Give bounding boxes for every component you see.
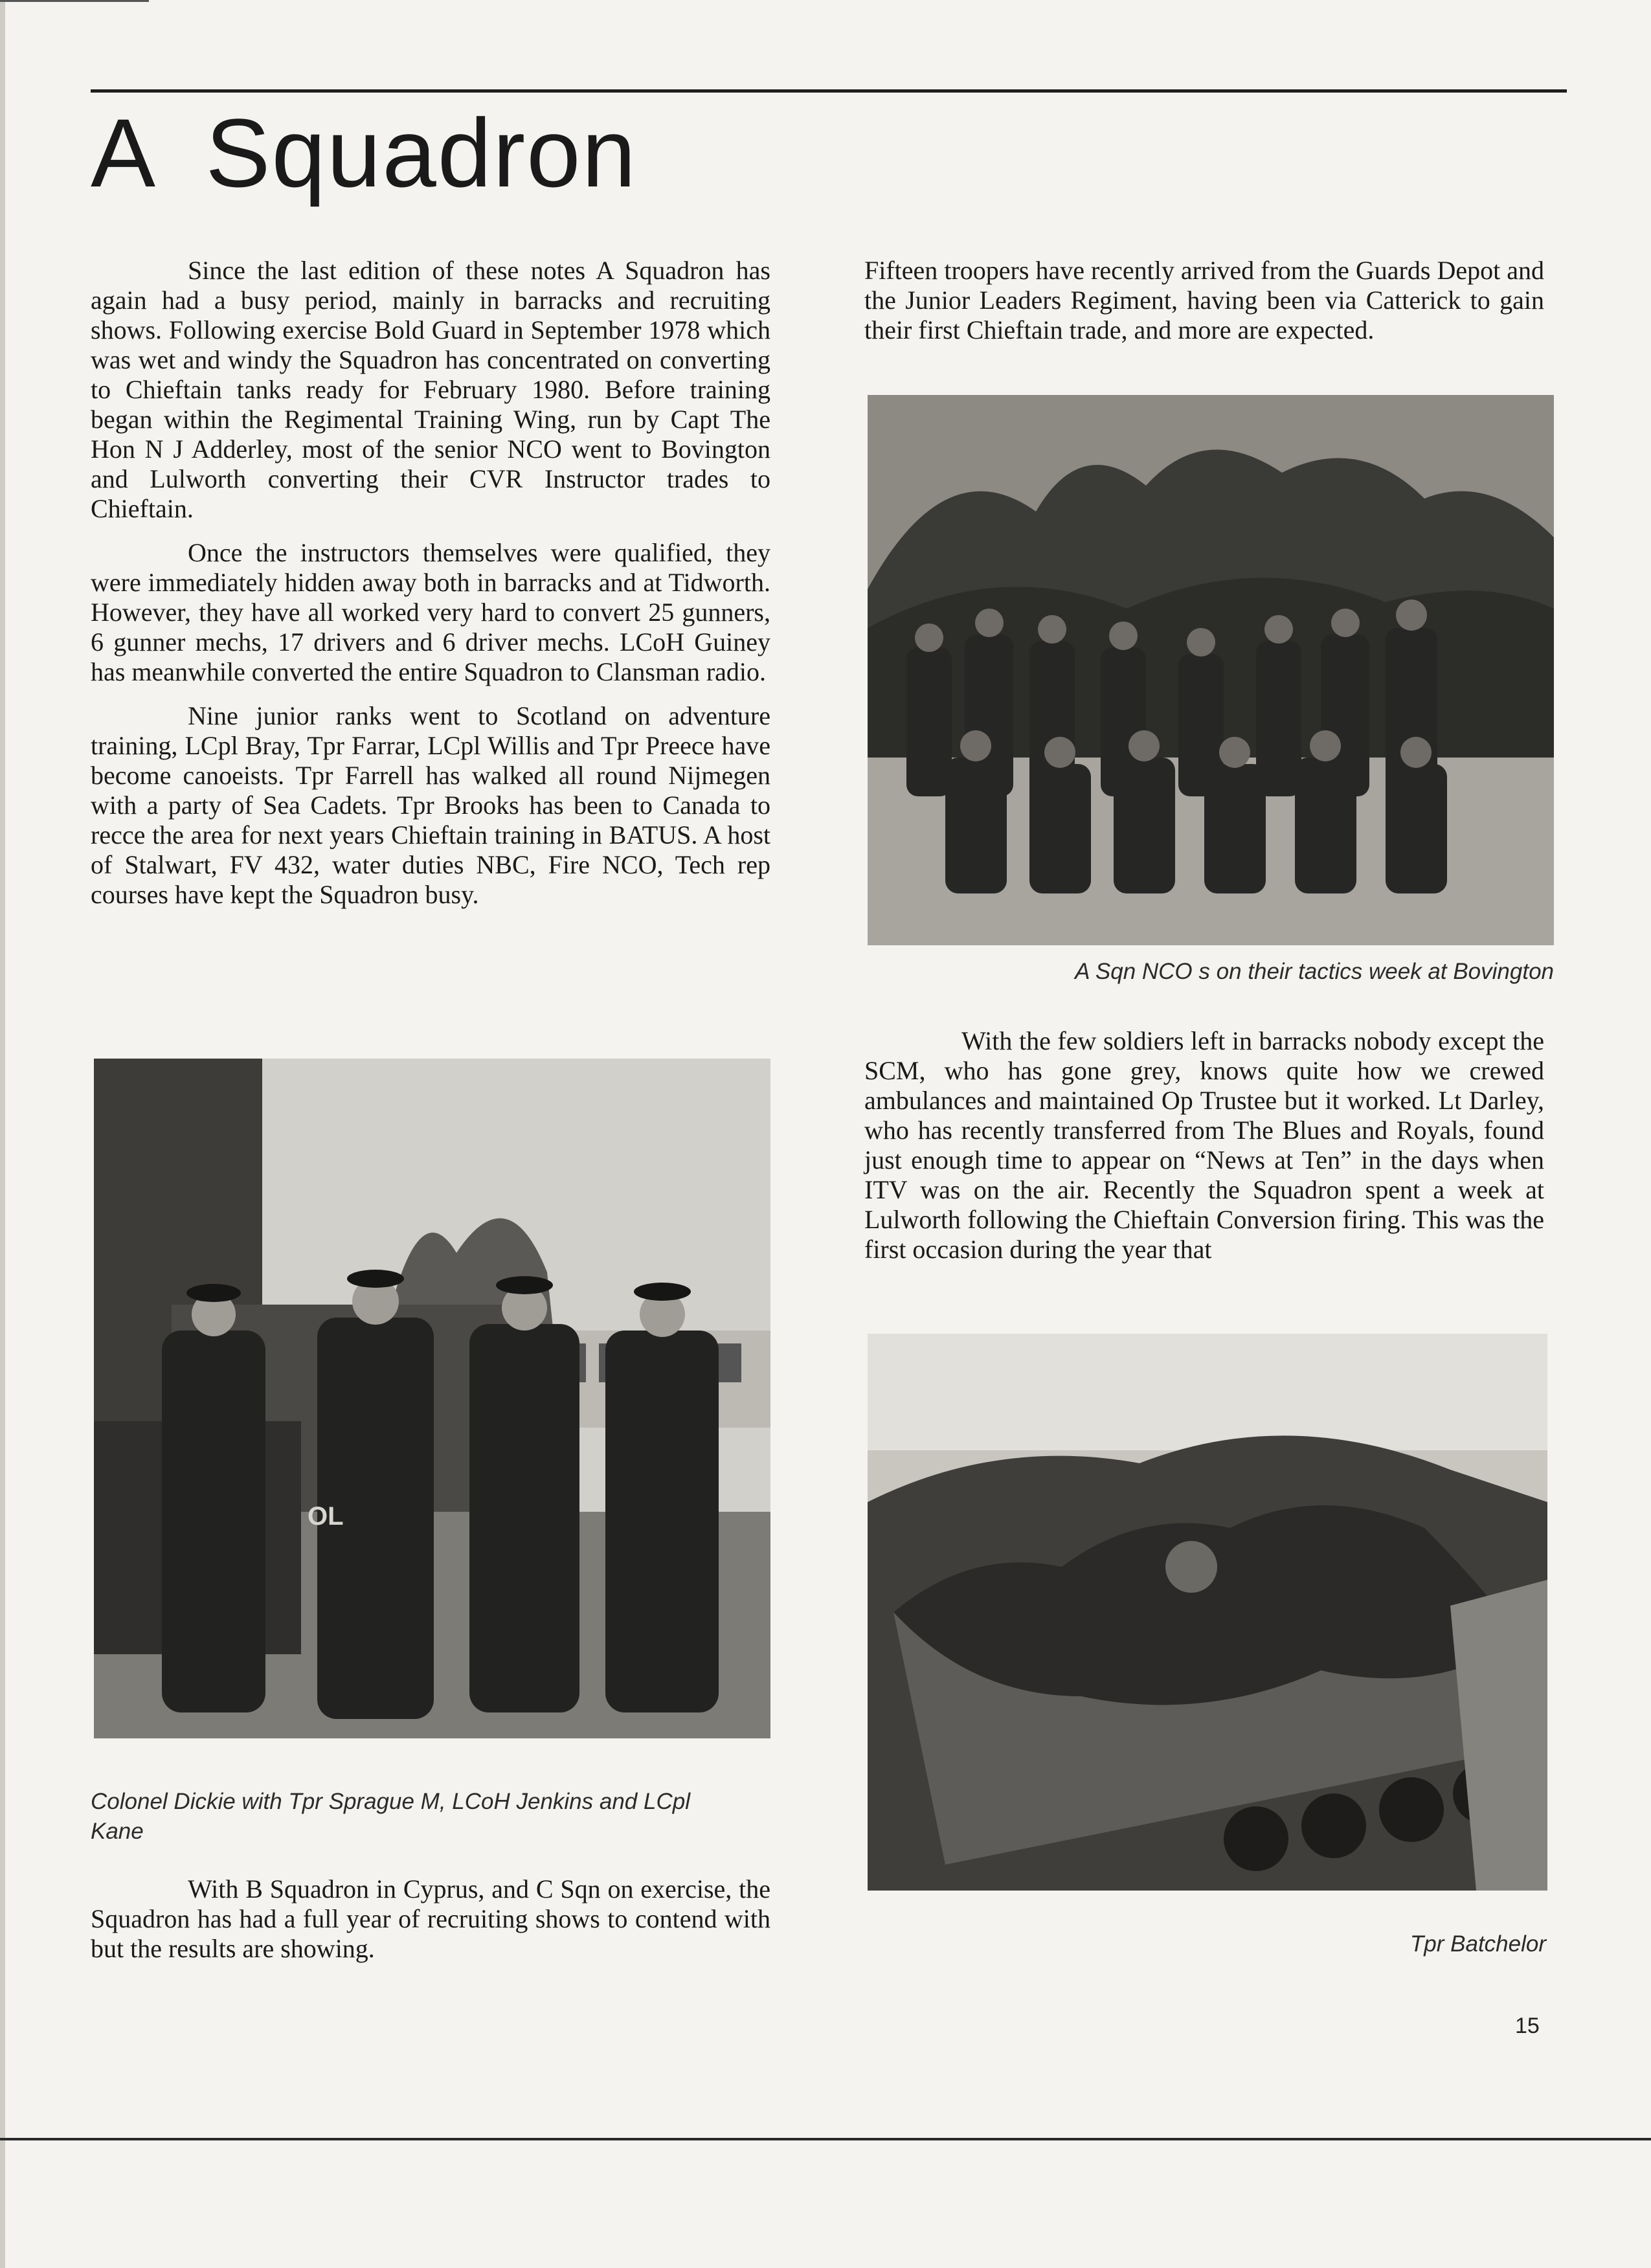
batchelor-caption: Tpr Batchelor <box>1410 1931 1546 1957</box>
left-column-closing <box>91 1874 770 1978</box>
paragraph: With the few soldiers left in barracks nobody except the SCM, who has gone grey, knows quite how we crewed ambulances and maintained Op Trustee but it worked. Lt Darley, who has recently transferred from The Blues and Royals, found just enough time to appear on “News at Ten” in the days when ITV was on the air. Recently the Squadron spent a week at Lulworth following the Chieftain Conversion firing. This was the first occasion during the year that <box>864 1026 1544 1264</box>
corner-mark <box>0 0 149 2</box>
paragraph: Nine junior ranks went to Scotland on adventure training, LCpl Bray, Tpr Farrar, LCpl Willis and Tpr Preece have become canoeists. Tpr Farrell has walked all round Nijmegen with a party of Sea Cadets. Tpr Brooks has been to Canada to recce the area for next years Chieftain training in BATUS. A host of Stalwart, FV 432, water duties NBC, Fire NCO, Tech rep courses have kept the Squadron busy. <box>91 701 770 909</box>
top-rule <box>91 89 1567 93</box>
page-number: 15 <box>1515 2014 1540 2038</box>
paragraph: Fifteen troopers have recently arrived from the Guards Depot and the Junior Leaders Regiment, having been via Catterick to gain their first Chieftain trade, and more are expected. <box>864 256 1544 344</box>
batchelor-photo <box>868 1334 1547 1891</box>
page-left-edge <box>0 0 5 2268</box>
paragraph: Since the last edition of these notes A Squadron has again had a busy period, mainly in barracks and recruiting shows. Following exercise Bold Guard in September 1978 which was wet and windy the Squadron has concentrated on converting to Chieftain tanks ready for February 1980. Before training began within the Regimental Training Wing, run by Capt The Hon N J Adderley, most of the senior NCO went to Bovington and Lulworth converting their CVR Instructor trades to Chieftain. <box>91 256 770 523</box>
nco-group-caption: A Sqn NCO s on their tactics week at Bovington <box>1075 959 1554 984</box>
right-column-middle <box>864 1026 1544 1279</box>
left-column <box>91 256 770 924</box>
paragraph: With B Squadron in Cyprus, and C Sqn on exercise, the Squadron has had a full year of recruiting shows to contend with but the results are showing. <box>91 1874 770 1963</box>
vehicle-marking: OL <box>308 1502 344 1531</box>
right-column-intro <box>864 256 1544 359</box>
nco-group-photo <box>868 395 1554 945</box>
colonel-group-caption: Colonel Dickie with Tpr Sprague M, LCoH Jenkins and LCpl Kane <box>91 1789 690 1844</box>
paragraph: Once the instructors themselves were qualified, they were immediately hidden away both in barracks and at Tidworth. However, they have all worked very hard to convert 25 gunners, 6 gunner mechs, 17 drivers and 6 driver mechs. LCoH Guiney has meanwhile converted the entire Squadron to Clansman radio. <box>91 538 770 686</box>
page-title: A Squadron <box>91 98 637 207</box>
bottom-rule <box>0 2138 1651 2140</box>
colonel-group-photo <box>94 1059 770 1738</box>
